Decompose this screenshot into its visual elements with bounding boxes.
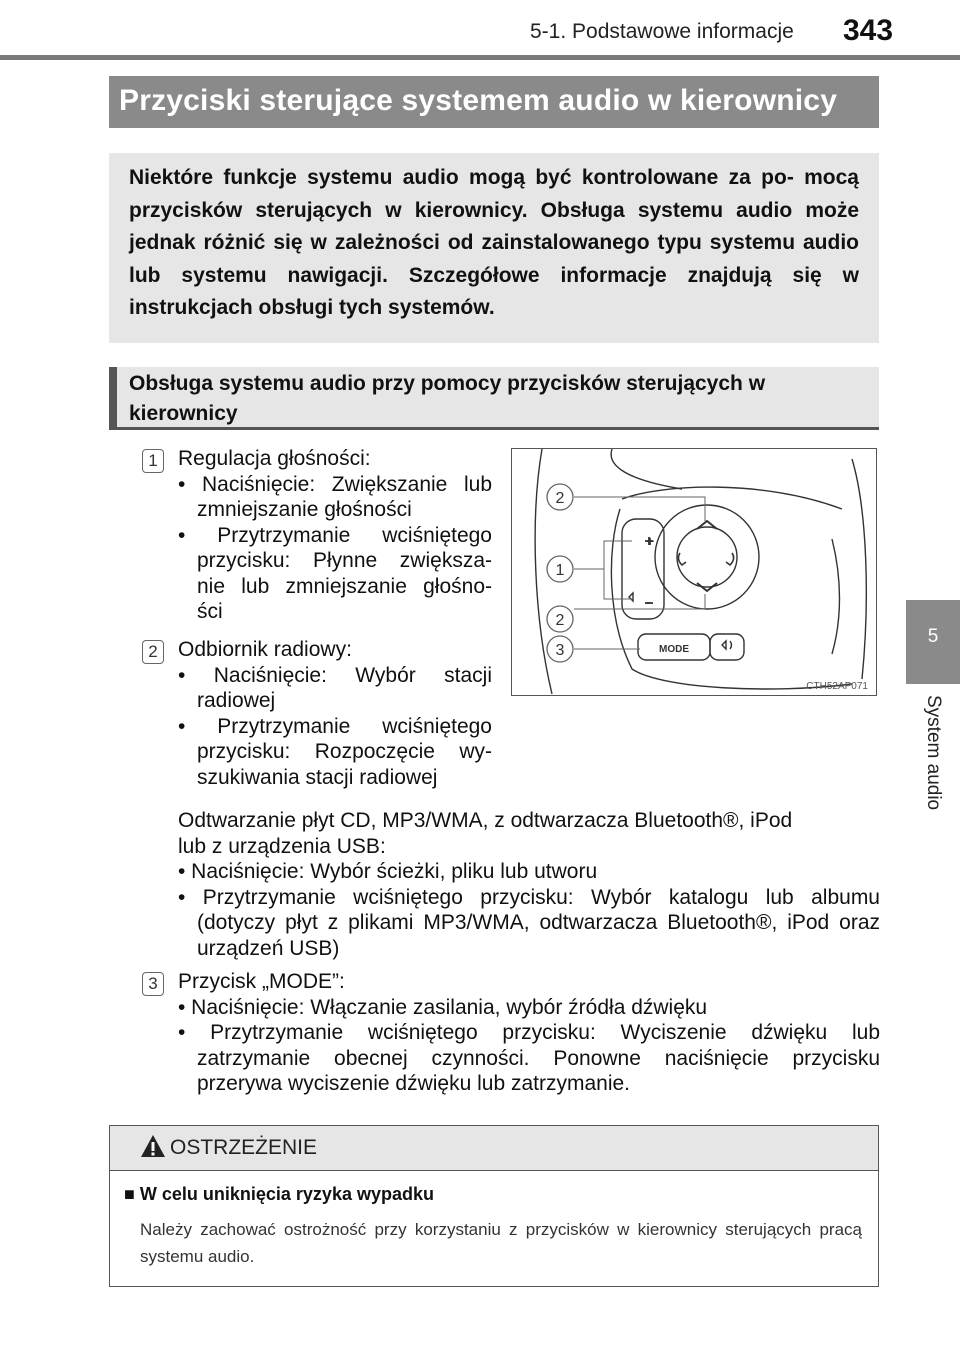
- item-2-bullet-4: • Przytrzymanie wciśniętego przycisku: Wybór katalogu lub albumu (dotyczy płyt z plikami MP3/WMA, odtwarzacza Bluetooth®, iPod oraz urządzeń USB): [178, 885, 880, 960]
- item-2-paragraph-line-2: lub z urządzenia USB:: [178, 834, 386, 858]
- item-2-text: [178, 637, 492, 790]
- callout-2-bottom: 2: [555, 612, 565, 629]
- warning-triangle-icon: [140, 1134, 166, 1158]
- figure-code: CTH52AP071: [806, 681, 868, 692]
- callout-2-top: 2: [555, 490, 565, 507]
- intro-text: Niektóre funkcje systemu audio mogą być kontrolowane za po- mocą przycisków sterujących w kierownicy. Obsługa systemu audio może jednak różnić się w zależności od zainstalowanego typu systemu audio lub systemu nawigacji. Szczegółowe informacje znajdują się w instrukcjach obsługi tych systemów.: [129, 166, 859, 319]
- page-number: 343: [843, 14, 894, 47]
- title-bar: [109, 76, 879, 128]
- item-3-text: [178, 969, 880, 1097]
- item-2-continued: [178, 808, 880, 961]
- item-number-2: 2: [142, 640, 164, 664]
- item-1-text: [178, 446, 492, 625]
- chapter-label-area: [906, 695, 960, 835]
- mode-label: MODE: [659, 644, 689, 655]
- item-number-1: 1: [142, 449, 164, 473]
- warning-header: [110, 1126, 878, 1171]
- item-2-bullet-1: • Naciśnięcie: Wybór stacji radiowej: [178, 663, 492, 712]
- warning-label: OSTRZEŻENIE: [170, 1136, 318, 1159]
- header-rule: [0, 55, 960, 60]
- steering-buttons-diagram: [511, 448, 877, 696]
- header-section-title: 5-1. Podstawowe informacje: [530, 20, 794, 43]
- intro-box: [109, 153, 879, 343]
- item-1-title: Regulacja głośności:: [178, 447, 371, 470]
- item-3-title: Przycisk „MODE”:: [178, 970, 345, 993]
- minus-label: -: [646, 594, 651, 610]
- warning-body: Należy zachować ostrożność przy korzystaniu z przycisków w kierownicy sterujących pracą systemu audio.: [140, 1220, 862, 1266]
- subheading-box: [109, 367, 879, 430]
- steering-wheel-illustration: [512, 449, 875, 694]
- item-1-bullet-2: • Przytrzymanie wciśniętego przycisku: Płynne zwiększa- nie lub zmniejszanie głośno- ści: [178, 523, 492, 623]
- item-number-3: 3: [142, 972, 164, 996]
- chapter-tab: [906, 600, 960, 684]
- warning-box: [109, 1125, 879, 1287]
- item-3-bullet-1: • Naciśnięcie: Włączanie zasilania, wybór źródła dźwięku: [178, 995, 708, 1019]
- subheading: Obsługa systemu audio przy pomocy przycisków sterujących w kierownicy: [129, 372, 766, 425]
- page-title: Przyciski sterujące systemem audio w kierownicy: [119, 84, 838, 117]
- item-1-bullet-1: • Naciśnięcie: Zwiększanie lub zmniejszanie głośności: [178, 472, 492, 521]
- callout-1: 1: [555, 562, 565, 579]
- item-2-bullet-3: • Naciśnięcie: Wybór ścieżki, pliku lub utworu: [178, 860, 598, 883]
- item-2-paragraph-line-1: Odtwarzanie płyt CD, MP3/WMA, z odtwarzacza Bluetooth®, iPod: [178, 809, 793, 832]
- plus-label: +: [646, 533, 655, 549]
- item-2-bullet-2: • Przytrzymanie wciśniętego przycisku: Rozpoczęcie wy- szukiwania stacji radiowej: [178, 714, 492, 789]
- item-3-bullet-2: • Przytrzymanie wciśniętego przycisku: Wyciszenie dźwięku lub zatrzymanie obecnej czynności. Ponowne naciśnięcie przycisku przerywa wyciszenie dźwięku lub zatrzymanie.: [178, 1021, 880, 1095]
- warning-item-title: ■ W celu uniknięcia ryzyka wypadku: [124, 1184, 434, 1204]
- item-2-title: Odbiornik radiowy:: [178, 638, 352, 661]
- callout-3: 3: [555, 642, 565, 659]
- chapter-label: System audio: [923, 695, 944, 811]
- chapter-number: 5: [927, 626, 939, 647]
